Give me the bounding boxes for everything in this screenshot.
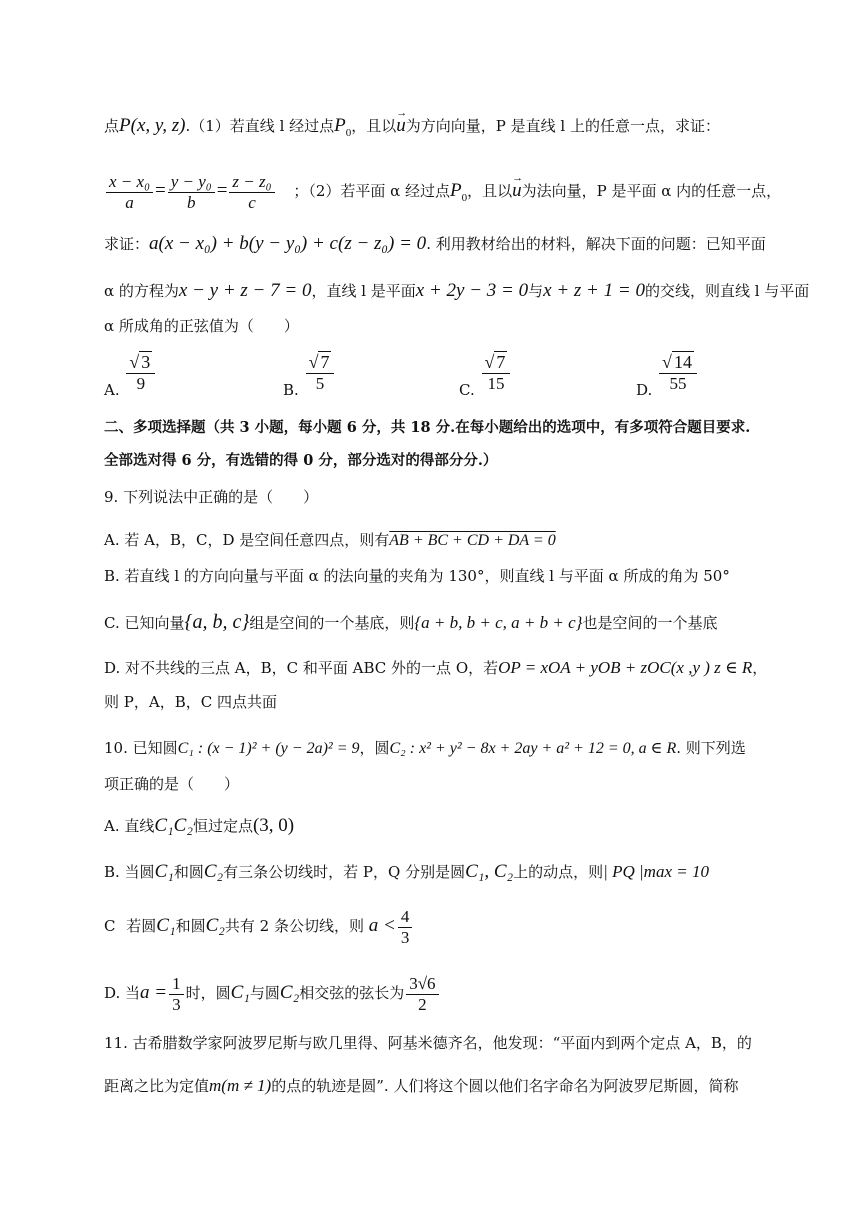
q10-option-b: B. 当圆C₁和圆C₂有三条公切线时，若 P，Q 分别是圆C₁, C₂上的动点，则| PQ |max = 10: [104, 861, 709, 882]
section-2-heading-line-2: 全部选对得 6 分，有选错的得 0 分，部分选对的得部分分.）: [104, 452, 498, 469]
q10-option-d: D. 当a = $\frac{1}{3}$ 时，圆C₁与圆C₂相交弦的弦长为 $\frac{3√6}{2}$: [104, 970, 784, 1016]
q9-option-a: A. 若 A，B，C，D 是空间任意四点，则有AB + BC + CD + DA = 0: [104, 531, 556, 549]
q9-stem: 9. 下列说法中正确的是（ ）: [104, 488, 319, 506]
q8-option-d: D. $\frac{√ 14}{55}$: [636, 352, 699, 399]
fraction-x: $\frac{\text{x − x₀}}{a}$: [106, 172, 153, 213]
q10-stem-line-2: 项正确的是（ ）: [104, 775, 240, 793]
q10-option-a: A. 直线C₁C₂恒过定点(3, 0): [104, 815, 295, 836]
q11-stem: 11. 古希腊数学家阿波罗尼斯与欧几里得、阿基米德齐名，他发现：“平面内到两个定点 A，B，的: [104, 1034, 752, 1052]
circle-c1-equation: C₁ : (x − 1)² + (y − 2a)² = 9: [177, 740, 360, 757]
point-P: P(x, y, z): [119, 115, 186, 136]
q8-line-1: 点P(x, y, z).（1）若直线 l 经过点$P_0$，且以→ u为方向向量，P 是直线 l 上的任意一点，求证：: [104, 114, 784, 145]
q9-option-b: B. 若直线 l 的方向向量与平面 α 的法向量的夹角为 130°，则直线 l 与平面 α 所成的角为 50°: [104, 567, 730, 585]
q8-line-4: α 的方程为x − y + z − 7 = 0，直线 l 是平面x + 2y − 3 = 0与x + z + 1 = 0的交线，则直线 l 与平面: [104, 280, 810, 301]
q10-stem: 10. 已知圆C₁ : (x − 1)² + (y − 2a)² = 9，圆C₂ : x² + y² − 8x + 2ay + a² + 12 = 0, a ∈ R. 则下列选: [104, 739, 746, 757]
q8-line-2: $\frac{\text{x − x₀}}{a}$ = $\frac{\text{y − y₀}}{b}$ = $\frac{\text{z − z₀}}{c}$ ；（2）若平面 α 经过点$P_0$，且以→ u为法向量，P 是平面 α 内的任意一点，: [104, 166, 784, 216]
q10-option-c: C 若圆C₁和圆C₂共有 2 条公切线，则 a < $\frac{4}{3}$: [104, 904, 784, 948]
section-2-heading: 二、多项选择题（共 3 小题，每小题 6 分，共 18 分.在每小题给出的选项中，有多项符合题目要求.: [104, 419, 751, 436]
q9-option-d: D. 对不共线的三点 A，B，C 和平面 ABC 外的一点 O，若OP = xOA + yOB + zOC(x ,y ) z ∈ R，: [104, 658, 768, 677]
vector-u: → u: [396, 114, 406, 138]
circle-c2-equation: C₂ : x² + y² − 8x + 2ay + a² + 12 = 0, a ∈ R: [389, 740, 677, 757]
q8-option-a: A. $\frac{√ 3}{9}$: [104, 352, 157, 399]
point-P0: $P_0$: [334, 115, 352, 139]
pq-max-equation: | PQ |max = 10: [603, 862, 709, 881]
coplanar-equation: OP = xOA + yOB + zOC(x ,y ) z ∈ R: [498, 658, 753, 677]
plane-equation: a(x − x₀) + b(y − y₀) + c(z − z₀) = 0: [149, 233, 427, 254]
vector-sum-equation: AB + BC + CD + DA = 0: [389, 532, 556, 549]
q8-option-b: B. $\frac{√ 7}{5}$: [283, 352, 336, 399]
fraction-z: $\frac{\text{z − z₀}}{c}$: [229, 172, 274, 213]
q8-line-3: 求证：a(x − x₀) + b(y − y₀) + c(z − z₀) = 0. 利用教材给出的材料，解决下面的问题：已知平面: [104, 233, 766, 254]
q8-option-c: C. $\frac{√ 7}{15}$: [459, 352, 512, 399]
basis-set-1: {a, b, c}: [184, 611, 250, 633]
fraction-y: $\frac{\text{y − y₀}}{b}$: [168, 172, 215, 213]
q11-stem-line-2: 距离之比为定值m(m ≠ 1)的点的轨迹是圆”. 人们将这个圆以他们名字命名为阿波罗尼斯圆，简称: [104, 1076, 739, 1095]
q9-option-c: C. 已知向量{a, b, c}组是空间的一个基底，则{a + b, b + c, a + b + c}也是空间的一个基底: [104, 611, 718, 633]
q9-option-d-line-2: 则 P，A，B，C 四点共面: [104, 693, 277, 711]
q8-line-5: α 所成角的正弦值为（ ）: [104, 317, 299, 335]
basis-set-2: {a + b, b + c, a + b + c}: [414, 613, 583, 632]
